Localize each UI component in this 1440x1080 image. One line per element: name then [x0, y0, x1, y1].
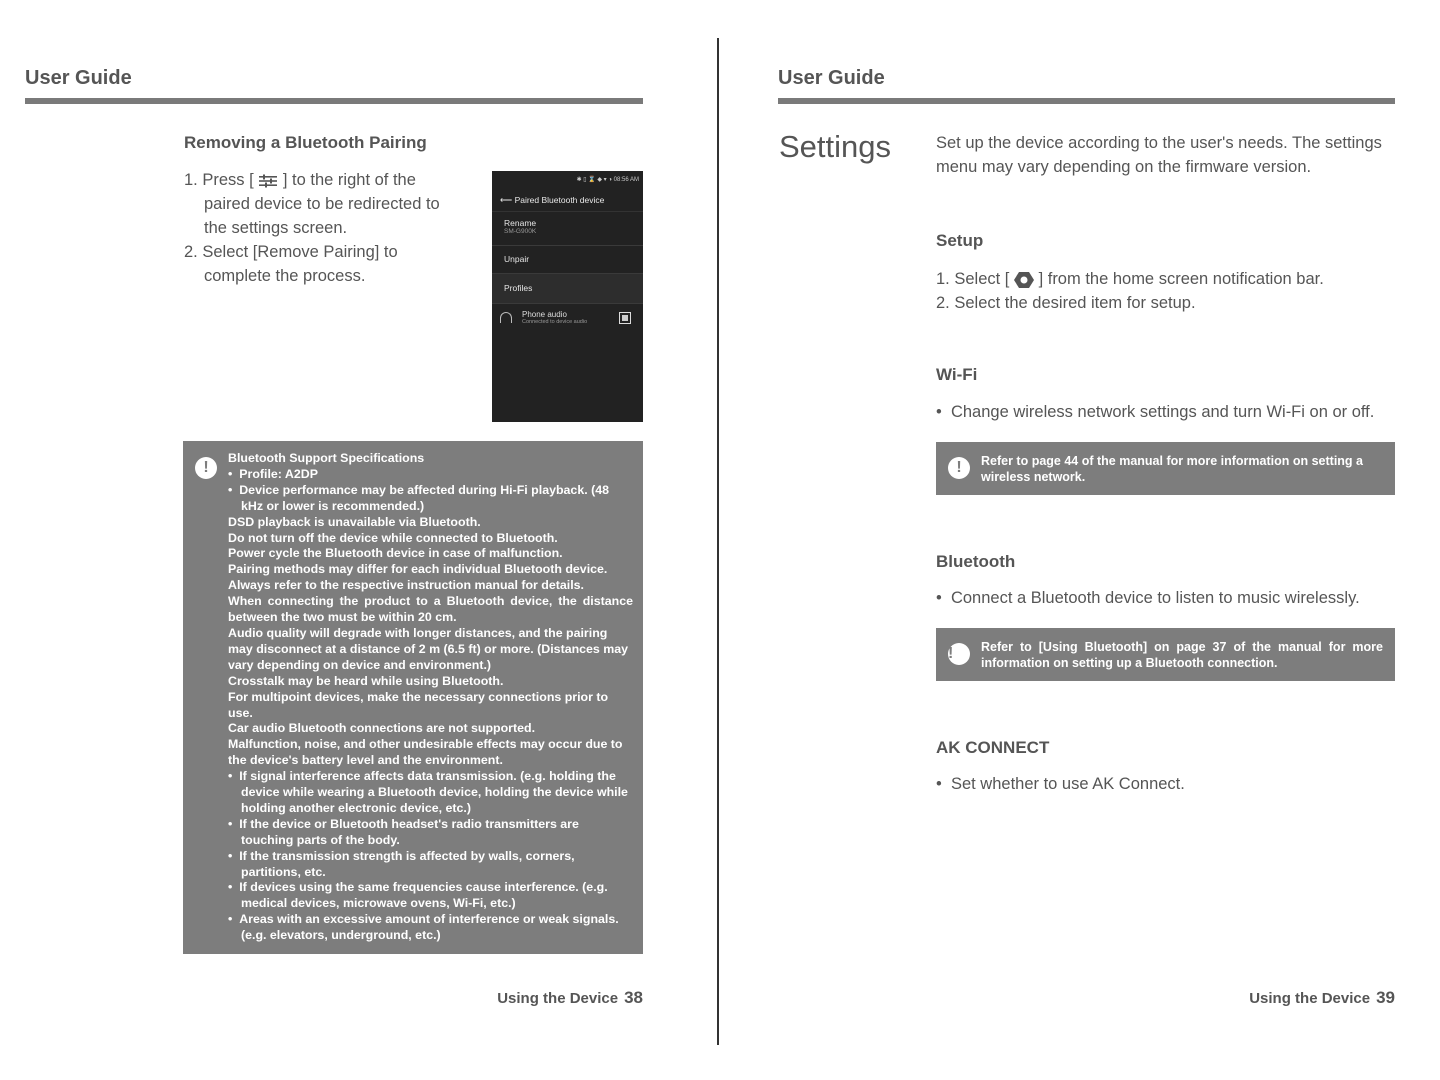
note-bullet-top-2: • Device performance may be affected during Hi-Fi playback. (48 kHz or lower is recommended.) [228, 482, 610, 513]
bluetooth-bullet: • Connect a Bluetooth device to listen to music wirelessly. [936, 589, 1360, 607]
rename-value: SM-G900K [504, 228, 537, 235]
right-header: User Guide [778, 67, 885, 89]
wifi-bullet: • Change wireless network settings and turn Wi-Fi on or off. [936, 403, 1375, 421]
sliders-icon [258, 174, 278, 188]
setup-steps [936, 267, 1396, 315]
warning-icon: ! [948, 643, 970, 665]
left-header: User Guide [25, 67, 132, 89]
status-icons: ✱ ▯ ⌛ ◆ ▾ ◑ [576, 177, 614, 183]
setup-step-2: 2. Select the desired item for setup. [936, 294, 1196, 312]
warning-icon: ! [948, 457, 970, 479]
ak-connect-bullet: • Set whether to use AK Connect. [936, 775, 1185, 793]
bluetooth-spec-note [183, 441, 643, 954]
phone-status-bar [492, 171, 643, 189]
settings-title: Settings [779, 129, 892, 164]
phone-audio-checkbox[interactable] [619, 312, 631, 324]
warning-icon: ! [195, 457, 217, 479]
settings-intro: Set up the device according to the user's needs. The settings menu may vary depending on the firmware version. [936, 134, 1382, 176]
phone-screenshot [492, 171, 643, 422]
note-para-5: When connecting the product to a Bluetooth device, the distance between the two must be within 20 cm. [228, 594, 633, 625]
page-divider [717, 38, 719, 1045]
phone-nav-bar [492, 189, 643, 212]
setup-step-1: 1. Select [ ] from the home screen notification bar. [936, 270, 1324, 288]
left-header-rule [25, 98, 643, 104]
section-title-setup: Setup [936, 231, 984, 250]
rename-label: Rename [504, 218, 537, 228]
note-bullet-bottom-2: • If the device or Bluetooth headset's radio transmitters are touching parts of the body. [228, 816, 579, 847]
note-bullet-bottom-5: • Areas with an excessive amount of interference or weak signals. (e.g. elevators, underground, etc.) [228, 912, 619, 943]
note-bullet-bottom-1: • If signal interference affects data transmission. (e.g. holding the device while wearing a Bluetooth device, holding the device while holding another electronic device, etc.) [228, 769, 628, 815]
note-para-9: Car audio Bluetooth connections are not supported. [228, 721, 536, 736]
step-2: 2. Select [Remove Pairing] to complete the process. [184, 243, 398, 285]
step-1-suffix: ] to the right of the paired device to be redirected to the settings screen. [204, 171, 440, 237]
right-footer [1249, 988, 1395, 1008]
note-para-4: Pairing methods may differ for each individual Bluetooth device. Always refer to the respective instruction manual for details. [228, 562, 608, 593]
section-title-removing-pairing: Removing a Bluetooth Pairing [184, 133, 427, 152]
phone-audio-row[interactable] [492, 304, 643, 331]
note-para-6: Audio quality will degrade with longer distances, and the pairing may disconnect at a distance of 2 m (6.5 ft) or more. (Distances may vary depending on device and environment.) [228, 625, 629, 672]
right-footer-label: Using the Device [1249, 990, 1371, 1007]
rename-row[interactable] [492, 212, 643, 246]
bluetooth-note [936, 628, 1395, 681]
profiles-row: Profiles [492, 274, 643, 304]
left-footer [497, 988, 643, 1008]
note-para-1: DSD playback is unavailable via Bluetooth. [228, 514, 481, 529]
gear-icon [1014, 271, 1034, 289]
removing-steps [184, 168, 449, 288]
left-footer-label: Using the Device [497, 990, 619, 1007]
bluetooth-note-text: Refer to [Using Bluetooth] on page 37 of the manual for more information on setting up a Bluetooth connection. [981, 640, 1383, 670]
back-arrow-icon[interactable]: ⟵ [500, 195, 513, 205]
note-para-8: For multipoint devices, make the necessary connections prior to use. [228, 689, 609, 720]
note-para-7: Crosstalk may be heard while using Bluetooth. [228, 673, 504, 688]
section-title-ak-connect: AK CONNECT [936, 738, 1050, 757]
right-page-number: 39 [1376, 988, 1395, 1007]
status-time: 08:56 AM [613, 177, 639, 183]
wifi-note [936, 442, 1395, 495]
step-1 [184, 168, 449, 240]
note-para-3: Power cycle the Bluetooth device in case of malfunction. [228, 546, 563, 561]
left-page-number: 38 [624, 988, 643, 1007]
headphones-icon [500, 312, 512, 323]
note-bullet-top-1: • Profile: A2DP [228, 466, 318, 481]
unpair-row[interactable]: Unpair [492, 246, 643, 274]
step-1-prefix: 1. Press [ [184, 171, 254, 189]
wifi-note-text: Refer to page 44 of the manual for more information on setting a wireless network. [981, 454, 1363, 484]
phone-audio-label: Phone audio [522, 310, 567, 319]
note-para-10: Malfunction, noise, and other undesirable effects may occur due to the device's battery level and the environment. [228, 737, 623, 768]
section-title-bluetooth: Bluetooth [936, 552, 1016, 571]
phone-screen-title: Paired Bluetooth device [514, 195, 605, 205]
section-title-wifi: Wi-Fi [936, 365, 978, 384]
note-bullet-bottom-3: • If the transmission strength is affected by walls, corners, partitions, etc. [228, 848, 575, 879]
note-para-2: Do not turn off the device while connected to Bluetooth. [228, 530, 558, 545]
note-title: Bluetooth Support Specifications [228, 451, 425, 465]
right-header-rule [778, 98, 1395, 104]
phone-audio-sub: Connected to device audio [522, 319, 588, 325]
note-bullet-bottom-4: • If devices using the same frequencies cause interference. (e.g. medical devices, microwave ovens, Wi-Fi, etc.) [228, 880, 608, 911]
